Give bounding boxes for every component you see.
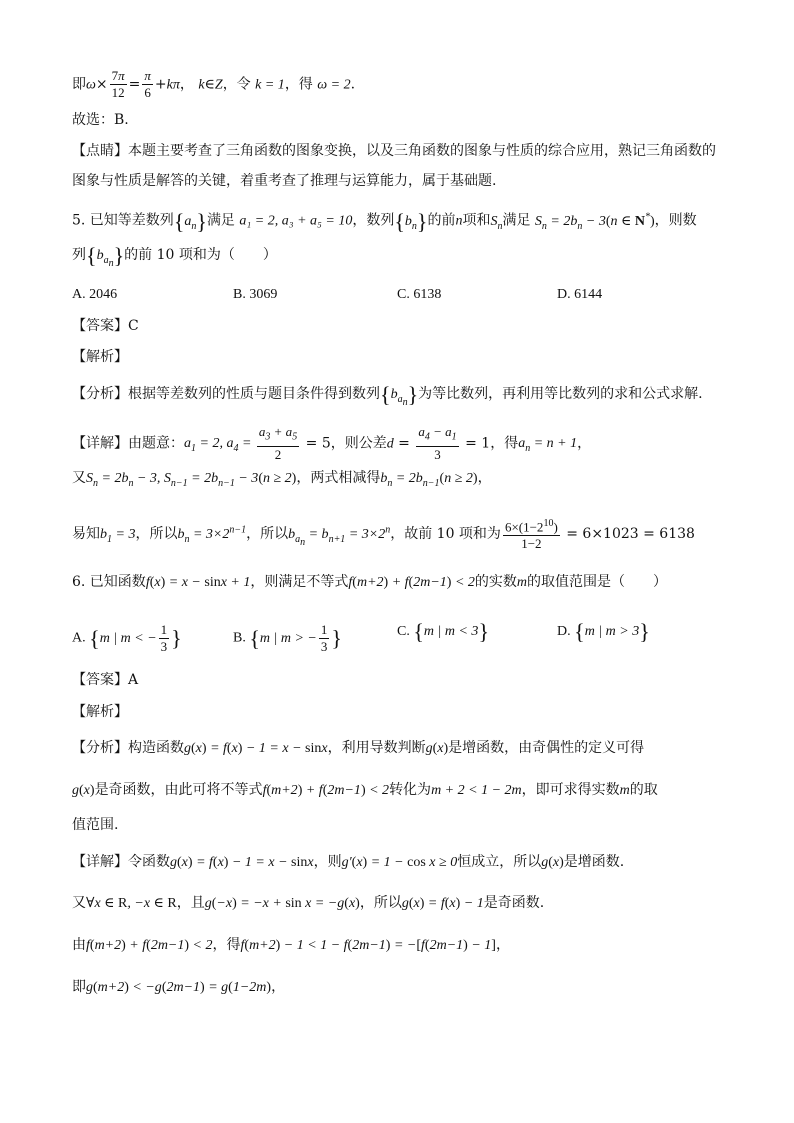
comment-line-2: 图象与性质是解答的关键，着重考查了推理与运算能力，属于基础题. bbox=[72, 173, 497, 189]
q5-option-b[interactable]: B. 3069 bbox=[233, 287, 278, 302]
q6-analysis-3: 值范围. bbox=[72, 817, 119, 833]
q6-detail-2: 又∀x ∈ R, −x ∈ R，且g(−x) = −x + sin x = −g(x)，所以g(x) = f(x) − 1是奇函数. bbox=[72, 895, 545, 911]
q5-stem-line-1: 5. 已知等差数列$\{a_n\}$满足 a₁ = 2, a₃ + a₅ = 10，数列$\{b_n\}$的前n项和$S_n$满足 $S_n = 2b_n - 3(n$ ∈ N*)，则数 bbox=[72, 208, 697, 234]
choice-line: 故选：B. bbox=[72, 112, 129, 128]
q5-analysis-heading: 【解析】 bbox=[72, 349, 128, 365]
q5-detail-3: 易知$b_1 = 3$，所以$b_n = 3\times 2^{n-1}$，所以$b_{a_n} = b_{n+1} = 3\times 2^n$，故前 10 项和为 $\frac{6\times(1-2^{10})}{1-2}$ = 6×1023 = 6138 bbox=[72, 518, 695, 552]
q6-option-d[interactable]: D. {m | m > 3} bbox=[557, 619, 650, 644]
q6-option-b[interactable]: B. {m | m > − $\frac{1}{3}$ } bbox=[233, 622, 342, 654]
q5-detail-1: 【详解】由题意：$a_1 = 2$, $a_4$ = $\frac{a_3 + a_5}{2}$ = 5，则公差d = $\frac{a_4 - a_1}{3}$ = 1，得$a_n = n + 1$， bbox=[72, 424, 592, 462]
q5-answer: 【答案】C bbox=[72, 318, 139, 334]
text: . bbox=[350, 76, 356, 93]
q6-answer: 【答案】A bbox=[72, 672, 139, 688]
math: ω = 2 bbox=[317, 77, 351, 93]
q6-stem: 6. 已知函数f(x) = x − sinx + 1，则满足不等式f(m+2) + f(2m−1) < 2的实数m的取值范围是（ ） bbox=[72, 574, 668, 590]
q6-detail-1: 【详解】令函数g(x) = f(x) − 1 = x − sinx，则g′(x) = 1 − cos x ≥ 0恒成立，所以g(x)是增函数. bbox=[72, 854, 625, 870]
q5-option-c[interactable]: C. 6138 bbox=[397, 287, 442, 302]
q6-detail-3: 由f(m+2) + f(2m−1) < 2，得f(m+2) − 1 < 1 − f(2m−1) = −[f(2m−1) − 1]， bbox=[72, 937, 510, 953]
math: k = 1 bbox=[255, 77, 285, 93]
q6-analysis-2: g(x)是奇函数，由此可将不等式f(m+2) + f(2m−1) < 2转化为m + 2 < 1 − 2m，即可求得实数m的取 bbox=[72, 782, 658, 798]
text: ，令 bbox=[222, 76, 251, 93]
comment-line-1: 【点睛】本题主要考查了三角函数的图象变换，以及三角函数的图象与性质的综合应用，熟记三角函数的 bbox=[72, 143, 716, 159]
q5-detail-2: 又$S_n = 2b_n - 3$, $S_{n-1} = 2b_{n-1} - 3(n \ge 2)$，两式相减得$b_n = 2b_{n-1}(n \ge 2)$， bbox=[72, 470, 492, 489]
q5-stem-line-2: 列$\{b_{a_n}\}$的前 10 项和为（ ） bbox=[72, 242, 277, 269]
q5-analysis: 【分析】根据等差数列的性质与题目条件得到数列$\{b_{a_n}\}$为等比数列，再利用等比数列的求和公式求解. bbox=[72, 381, 703, 408]
q5-option-d[interactable]: D. 6144 bbox=[557, 287, 603, 302]
text: ， bbox=[179, 76, 194, 93]
text: ，得 bbox=[284, 76, 313, 93]
q6-detail-4: 即g(m+2) < −g(2m−1) = g(1−2m)， bbox=[72, 979, 286, 995]
math: k∈Z bbox=[198, 77, 223, 93]
omega-equation-line: 即ω× $\frac{7\pi}{12}$ = $\frac{\pi}{6}$ +kπ， k∈Z，令 k = 1，得 ω = 2. bbox=[72, 68, 356, 100]
q6-option-c[interactable]: C. {m | m < 3} bbox=[397, 619, 489, 644]
text: 即 bbox=[72, 76, 86, 93]
q5-option-a[interactable]: A. 2046 bbox=[72, 287, 118, 302]
q6-analysis-1: 【分析】构造函数g(x) = f(x) − 1 = x − sinx，利用导数判断g(x)是增函数，由奇偶性的定义可得 bbox=[72, 740, 645, 756]
q6-option-a[interactable]: A. {m | m < − $\frac{1}{3}$ } bbox=[72, 622, 182, 654]
q6-analysis-heading: 【解析】 bbox=[72, 704, 128, 720]
